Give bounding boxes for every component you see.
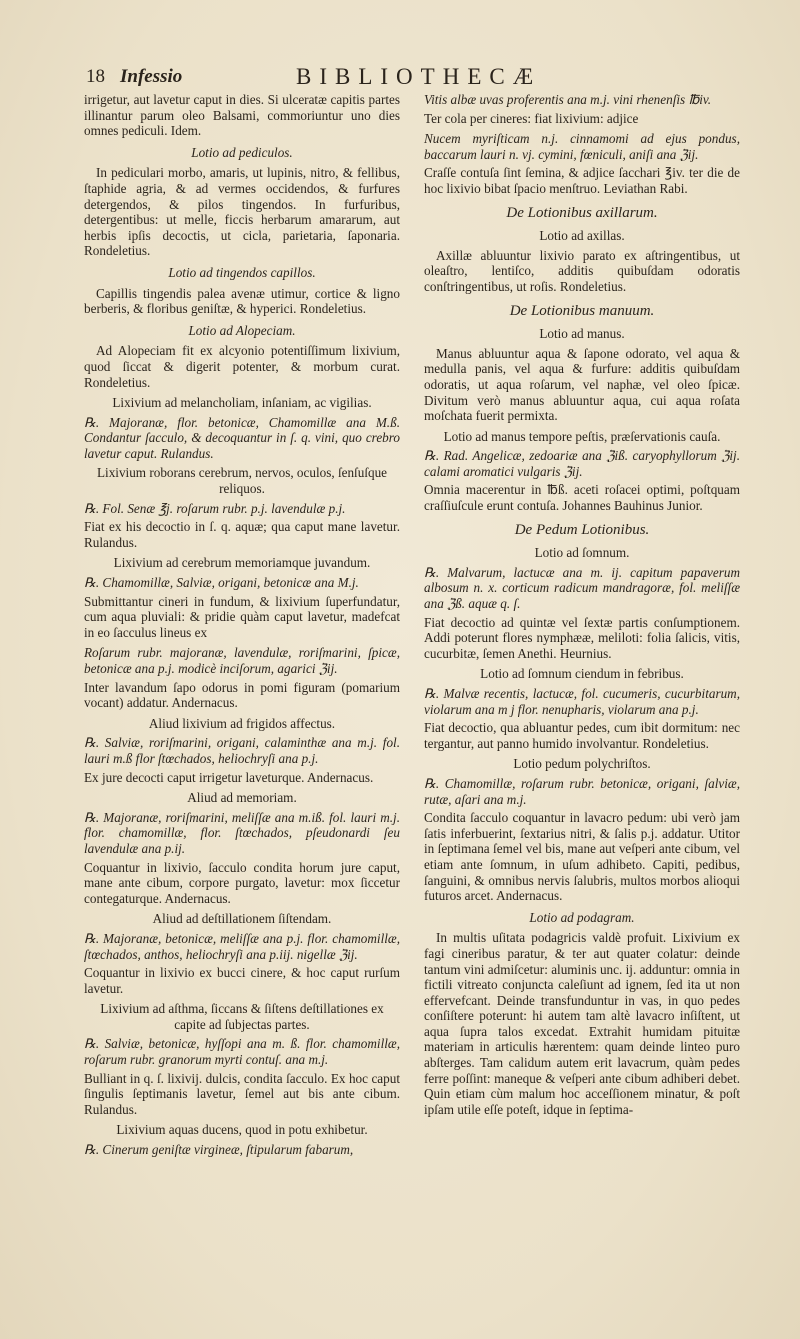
paragraph: In pediculari morbo, amaris, ut lupinis, nitro, & fellibus, ſtaphide agria, & ad vermes occidendos, & furfures detergendos, & pilos tingendos. In furfuribus, detergentibus: ut melle, ficcis herbarum amararum, aut herbis ipſis decoctis, ut cicla, parietaria, ſaponaria. Rondeletius. bbox=[84, 165, 400, 259]
paragraph: Bulliant in q. ſ. lixivij. dulcis, condita ſacculo. Ex hoc caput ſingulis ſeptimanis lavetur, ſemel aut bis ante cibum. Rulandus. bbox=[84, 1070, 400, 1117]
recipe-title: Lotio ad manus tempore peſtis, præſervationis cauſa. bbox=[443, 428, 721, 444]
page-header bbox=[86, 62, 746, 94]
paragraph: irrigetur, aut lavetur caput in dies. Si ulceratæ capitis partes illinantur parum oleo Balsami, commoriuntur uno dies omnes pediculi. Idem. bbox=[84, 92, 400, 139]
recipe-title: Lotio pedum polychriſtos. bbox=[513, 756, 651, 772]
paragraph: Capillis tingendis palea avenæ utimur, cortice & ligno berberis, & floribus geniſtæ, & hyperici. Rondeletius. bbox=[84, 285, 400, 317]
paragraph: Fiat decoctio, qua abluantur pedes, cum ibit dormitum: nec tergantur, aut panno humido involvantur. Rondeletius. bbox=[424, 720, 740, 751]
recipe-title: Lixivium aquas ducens, quod in potu exhibetur. bbox=[116, 1122, 368, 1138]
paragraph: Coquantur in lixivio, ſacculo condita horum jure caput, mane ante cibum, corpore purgato, lavetur: mox ſiccetur contegaturque. Andernacus. bbox=[84, 859, 400, 906]
paragraph: Ad Alopeciam fit ex alcyonio potentiſſimum lixivium, quod ſiccat & digerit potenter, & morbum curat. Rondeletius. bbox=[84, 343, 400, 390]
paragraph: Fiat ex his decoctio in ſ. q. aquæ; qua caput mane lavetur. Rulandus. bbox=[84, 519, 400, 550]
recipe-title: Lixivium ad melancholiam, inſaniam, ac vigilias. bbox=[112, 395, 372, 411]
paragraph: Fiat decoctio ad quintæ vel ſextæ partis conſumptionem. Addi poterunt flores nymphææ, meliloti: folia ſalicis, vitis, cucurbitæ, ſemen Anethi. Heurnius. bbox=[424, 614, 740, 661]
prescription: ℞. Malvæ recentis, lactucæ, fol. cucumeris, cucurbitarum, violarum ana m j flor. nenupharis, violarum ana p.j. bbox=[424, 686, 740, 717]
paragraph: Axillæ abluuntur lixivio parato ex aſtringentibus, ut oleaſtro, lentiſco, additis quibuſdam odoratis conſtringentibus, ut roſis. Rondeletius. bbox=[424, 247, 740, 294]
paragraph: Coquantur in lixivio ex bucci cinere, & hoc caput rurſum lavetur. bbox=[84, 965, 400, 996]
right-text-column bbox=[424, 92, 740, 1122]
prescription: ℞. Chamomillæ, Salviæ, origani, betonicæ ana M.j. bbox=[84, 575, 359, 591]
running-section-title: Infessio bbox=[120, 66, 183, 87]
paragraph: Submittantur cineri in fundum, & lixivium ſuperfundatur, cum aqua pluviali: & pridie quàm caput lavetur, madefcat in eo ſacculus lineus ex bbox=[84, 593, 400, 640]
section-heading: Lotio ad podagram. bbox=[529, 909, 635, 925]
running-book-title: BIBLIOTHECÆ bbox=[296, 64, 542, 89]
prescription: Roſarum rubr. majoranæ, lavendulæ, roriſmarini, ſpicæ, betonicæ ana p.j. modicè inciſorum, agarici ℨij. bbox=[84, 645, 400, 676]
prescription: ℞. Majoranæ, roriſmarini, meliſſæ ana m.iß. fol. lauri m.j. flor. chamomillæ, flor. ſtœchados, pſeudonardi ſeu lavendulæ ana p.ij. bbox=[84, 809, 400, 856]
paragraph: Ex jure decocti caput irrigetur laveturque. Andernacus. bbox=[84, 769, 374, 785]
prescription: ℞. Malvarum, lactucæ ana m. ij. capitum papaverum albosum n. x. corticum radicum mandragoræ, fol. meliſſæ ana ℨß. aquæ q. ſ. bbox=[424, 564, 740, 612]
paragraph: Omnia macerentur in ℔ß. aceti roſacei optimi, poſtquam craſſiuſcule erunt contuſa. Johannes Bauhinus Junior. bbox=[424, 482, 740, 514]
prescription: Nucem myriſticam n.j. cinnamomi ad ejus pondus, baccarum lauri n. vj. cymini, fœniculi, aniſi ana ℨij. bbox=[424, 131, 740, 162]
prescription: ℞. Salviæ, betonicæ, hyſſopi ana m. ß. flor. chamomillæ, roſarum rubr. granorum myrti contuſ. ana m.j. bbox=[84, 1036, 400, 1068]
prescription: Vitis albæ uvas proferentis ana m.j. vini rhenenſis ℔iv. bbox=[424, 92, 712, 107]
chapter-heading: De Lotionibus manuum. bbox=[509, 302, 655, 319]
paragraph: Condita ſacculo coquantur in lavacro pedum: ubi verò jam ſatis inferbuerint, ſextarius nitri, & ſalis p.j. addatur. Utitor in ſeptimana ſemel vel bis, mane aut veſperi ante cibum, vel etiam ante ſomnum, in uſum adhibeto. Capiti, pedibus, ſanguini, & omnibus nervis ſalubris, multos morbos alioqui futuros arcet. Andernacus. bbox=[424, 810, 740, 904]
paragraph: Craſſe contuſa ſint ſemina, & adjice ſacchari ℥iv. ter die de hoc lixivio bibat ſpacio menſtruo. Leviathan Rabi. bbox=[424, 165, 740, 196]
recipe-title: Aliud ad memoriam. bbox=[187, 790, 297, 806]
left-text-column bbox=[84, 92, 400, 1161]
recipe-title: Lotio ad ſomnum ciendum in febribus. bbox=[480, 666, 684, 682]
prescription: ℞. Fol. Senæ ℥j. roſarum rubr. p.j. lavendulæ p.j. bbox=[84, 500, 346, 516]
recipe-title: Aliud ad deſtillationem ſiſtendam. bbox=[152, 911, 332, 927]
recipe-title: Lixivium ad cerebrum memoriamque juvandum. bbox=[113, 555, 371, 571]
section-heading: Lotio ad tingendos capillos. bbox=[168, 264, 316, 280]
recipe-title: Lixivium roborans cerebrum, nervos, oculos, ſenſuſque reliquos. bbox=[96, 465, 388, 497]
prescription: ℞. Majoranæ, flor. betonicæ, Chamomillæ ana M.ß. Condantur ſacculo, & decoquantur in ſ. q. vini, quo crebro lavetur caput. Rulandus. bbox=[84, 414, 400, 461]
prescription: ℞. Majoranæ, betonicæ, meliſſæ ana p.j. flor. chamomillæ, ſtœchados, anthos, heliochryſi ana p.iij. nigellæ ℨij. bbox=[84, 930, 400, 962]
section-heading: Lotio ad pediculos. bbox=[191, 144, 293, 160]
paragraph: Ter cola per cineres: fiat lixivium: adjice bbox=[424, 110, 639, 126]
chapter-heading: De Lotionibus axillarum. bbox=[506, 204, 658, 221]
section-heading: Lotio ad Alopeciam. bbox=[188, 322, 296, 338]
prescription: ℞. Salviæ, roriſmarini, origani, calaminthæ ana m.j. fol. lauri m.ß flor ſtœchados, heliochryſi ana p.j. bbox=[84, 735, 400, 766]
page-number: 18 bbox=[86, 66, 105, 87]
recipe-title: Lotio ad ſomnum. bbox=[534, 545, 630, 561]
prescription: ℞. Rad. Angelicæ, zedoariæ ana ℨiß. caryophyllorum ℨij. calami aromatici vulgaris ℨij. bbox=[424, 448, 740, 479]
paragraph: In multis uſitata podagricis valdè profuit. Lixivium ex fagi cineribus paratur, & ter aut quater colatur: deinde tantum vini admiſcetur: aluminis unc. ij. adduntur: omnia in fictili vitreato conjuncta caleſiunt ad ignem, ſed ita ut non effervefcant. Deinde transfunduntur in vas, in quo pedes conſiſtere poterunt: hi autem tam altè lavacro inſiſtent, ut aqua ſupra talos excedat. Extrahit humidam pituitæ materiam in articulis hærentem: quam deinde linteo puro abſterges. Tam calidum autem erit lavacrum, quàm pedes ferre poſſint: maneque & veſperi ante cibum adhiberi debet. Quin etiam cùm malum hoc acceſſionem minatur, & poſt ipſam utile eſſe poteſt, idque in ſeptima- bbox=[424, 930, 740, 1117]
prescription: ℞. Chamomillæ, roſarum rubr. betonicæ, origani, ſalviæ, rutæ, aſari ana m.j. bbox=[424, 775, 740, 807]
recipe-title: Aliud lixivium ad frigidos affectus. bbox=[148, 715, 336, 731]
recipe-title: Lotio ad axillas. bbox=[539, 228, 625, 244]
chapter-heading: De Pedum Lotionibus. bbox=[514, 521, 650, 538]
paragraph: Manus abluuntur aqua & ſapone odorato, vel aqua & medulla panis, vel aqua & furfure: additis quibuſdam odoratis, ut aqua roſarum, vel naphæ, vel oleo ſpicæ. Divitum verò manus abluuntur aqua, cui aqua roſata moſchata fuerit permixta. bbox=[424, 345, 740, 424]
paragraph: Inter lavandum ſapo odorus in pomi figuram (pomarium vocant) addatur. Andernacus. bbox=[84, 679, 400, 711]
prescription: ℞. Cinerum geniſtæ virgineæ, ſtipularum fabarum, bbox=[84, 1142, 354, 1158]
recipe-title: Lixivium ad aſthma, ſiccans & ſiſtens deſtillationes ex capite ad ſubjectas partes. bbox=[100, 1001, 384, 1032]
recipe-title: Lotio ad manus. bbox=[539, 326, 625, 342]
